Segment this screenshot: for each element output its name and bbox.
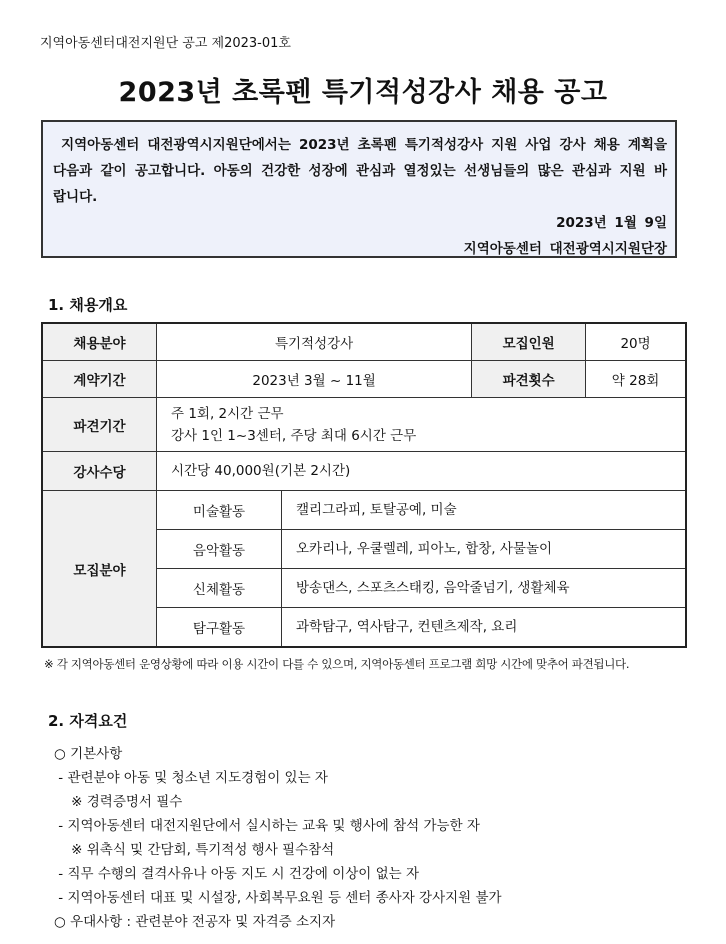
visits-label: 파견횟수: [472, 361, 586, 398]
area-name: 음악활동: [157, 530, 282, 569]
list-item: ※ 위촉식 및 간담회, 특기적성 행사 필수참석: [54, 842, 335, 858]
list-item: - 지역아동센터 대전지원단에서 실시하는 교육 및 행사에 참석 가능한 자: [54, 818, 480, 834]
area-items: 방송댄스, 스포츠스태킹, 음악줄넘기, 생활체육: [282, 569, 687, 608]
area-name: 탐구활동: [157, 608, 282, 648]
table-row: [42, 323, 686, 361]
area-name: 미술활동: [157, 491, 282, 530]
notice-number: 지역아동센터대전지원단 공고 제2023-01호: [40, 36, 291, 51]
intro-box: [41, 120, 677, 258]
list-item: ○ 우대사항 : 관련분야 전공자 및 자격증 소지자: [54, 914, 336, 930]
section-heading-qualifications: 2. 자격요건: [48, 712, 128, 730]
table-row: [42, 491, 686, 530]
count-label: 모집인원: [472, 323, 586, 361]
field-value: 특기적성강사: [157, 323, 472, 361]
field-label: 채용분야: [42, 323, 157, 361]
list-item: ※ 경력증명서 필수: [54, 794, 183, 810]
list-item: ○ 기본사항: [54, 746, 123, 762]
area-name: 신체활동: [157, 569, 282, 608]
overview-table: [41, 322, 687, 648]
dispatch-line: 강사 1인 1~3센터, 주당 최대 6시간 근무: [171, 427, 417, 444]
list-item: - 지역아동센터 대표 및 시설장, 사회복무요원 등 센터 종사자 강사지원 불가: [54, 890, 502, 906]
contract-label: 계약기간: [42, 361, 157, 398]
table-row: [42, 452, 686, 491]
dispatch-label: 파견기간: [42, 398, 157, 452]
visits-value: 약 28회: [586, 361, 686, 398]
qualification-list: [54, 742, 502, 934]
dispatch-line: 주 1회, 2시간 근무: [171, 405, 284, 422]
intro-date: 2023년 1월 9일: [556, 215, 667, 231]
intro-body: 지역아동센터 대전광역시지원단에서는 2023년 초록펜 특기적성강사 지원 사업 강사 채용 계획을 다음과 같이 공고합니다. 아동의 건강한 성장에 관심과 열정있는 선생님들의 많은 관심과 지원 바랍니다.: [53, 137, 667, 205]
list-item: - 관련분야 아동 및 청소년 지도경험이 있는 자: [54, 770, 328, 786]
area-items: 과학탐구, 역사탐구, 컨텐츠제작, 요리: [282, 608, 687, 648]
page-title: 2023년 초록펜 특기적성강사 채용 공고: [118, 77, 608, 108]
count-value: 20명: [586, 323, 686, 361]
section-heading-overview: 1. 채용개요: [48, 296, 128, 314]
table-row: [42, 361, 686, 398]
contract-value: 2023년 3월 ~ 11월: [157, 361, 472, 398]
table-row: [42, 398, 686, 452]
list-item: - 직무 수행의 결격사유나 아동 지도 시 건강에 이상이 없는 자: [54, 866, 420, 882]
pay-label: 강사수당: [42, 452, 157, 491]
area-items: 캘리그라피, 토탈공예, 미술: [282, 491, 687, 530]
footnote: ※ 각 지역아동센터 운영상황에 따라 이용 시간이 다를 수 있으며, 지역아동센터 프로그램 희망 시간에 맞추어 파견됩니다.: [44, 657, 630, 671]
pay-value: 시간당 40,000원(기본 2시간): [157, 452, 687, 491]
areas-label: 모집분야: [42, 491, 157, 648]
intro-signer: 지역아동센터 대전광역시지원단장: [463, 241, 667, 257]
area-items: 오카리나, 우쿨렐레, 피아노, 합창, 사물놀이: [282, 530, 687, 569]
dispatch-value: [157, 398, 687, 452]
